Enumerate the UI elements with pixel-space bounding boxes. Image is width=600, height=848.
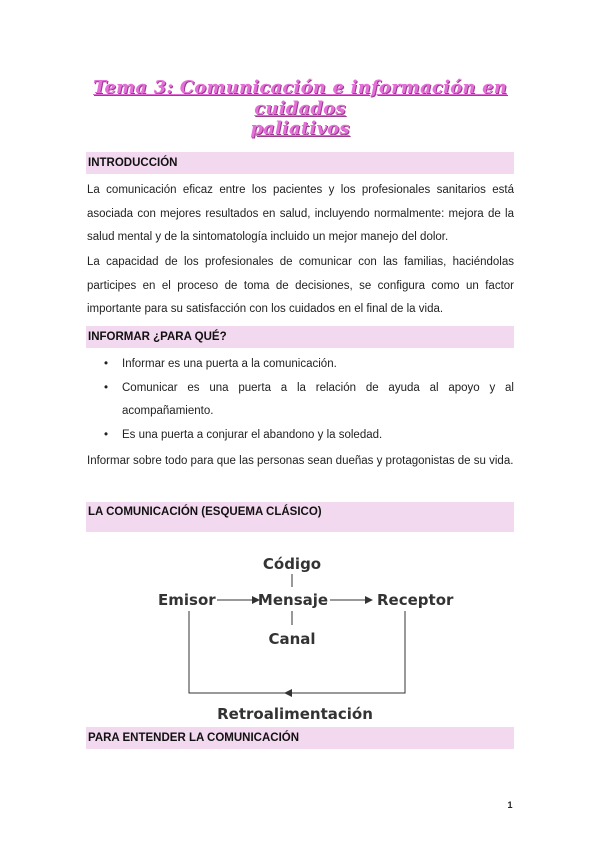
page-number: 1: [507, 800, 513, 810]
bullet-list: [87, 353, 514, 447]
bullet-icon: •: [104, 381, 109, 394]
paragraph-intro-1: La comunicación eficaz entre los pacientes y los profesionales sanitarios está asociada con mejores resultados en salud, incluyendo normalmente: mejora de la salud mental y de la sintomatología incluido un mejor manejo del dolor.: [87, 184, 514, 243]
diagram-codigo: Código: [262, 555, 322, 573]
section-heading-entender: PARA ENTENDER LA COMUNICACIÓN: [86, 727, 514, 749]
list-item: • Comunicar es una puerta a la relación de ayuda al apoyo y al acompañamiento.: [87, 377, 514, 424]
page-title-line-2: paliativos: [250, 118, 350, 139]
diagram-retroalimentacion: Retroalimentación: [217, 705, 373, 723]
page-title-line-1: Tema 3: Comunicación e información en cuidados: [92, 77, 508, 119]
section-heading-comunicacion: LA COMUNICACIÓN (ESQUEMA CLÁSICO): [86, 502, 514, 532]
list-item: • Informar es una puerta a la comunicación.: [87, 353, 514, 377]
feedback-arrow: [285, 611, 405, 693]
paragraph-informar: Informar sobre todo para que las personas sean dueñas y protagonistas de su vida.: [87, 455, 514, 467]
section-heading-introduccion: INTRODUCCIÓN: [86, 152, 514, 174]
paragraph-intro-2: La capacidad de los profesionales de comunicar con las familias, haciéndolas participes en el proceso de toma de decisiones, se configura como un factor importante para su satisfacción con los cuidados en el final de la vida.: [87, 256, 514, 315]
bullet-icon: •: [104, 358, 109, 370]
section-heading-informar: INFORMAR ¿PARA QUÉ?: [86, 326, 514, 348]
feedback-line: [189, 611, 285, 693]
diagram-emisor: Emisor: [158, 591, 216, 609]
diagram-receptor: Receptor: [377, 591, 454, 609]
diagram-canal: Canal: [268, 630, 316, 648]
communication-diagram: [155, 545, 455, 725]
bullet-icon: •: [104, 428, 109, 441]
diagram-mensaje: Mensaje: [257, 591, 329, 609]
list-item: • Es una puerta a conjurar el abandono y la soledad.: [87, 424, 514, 448]
